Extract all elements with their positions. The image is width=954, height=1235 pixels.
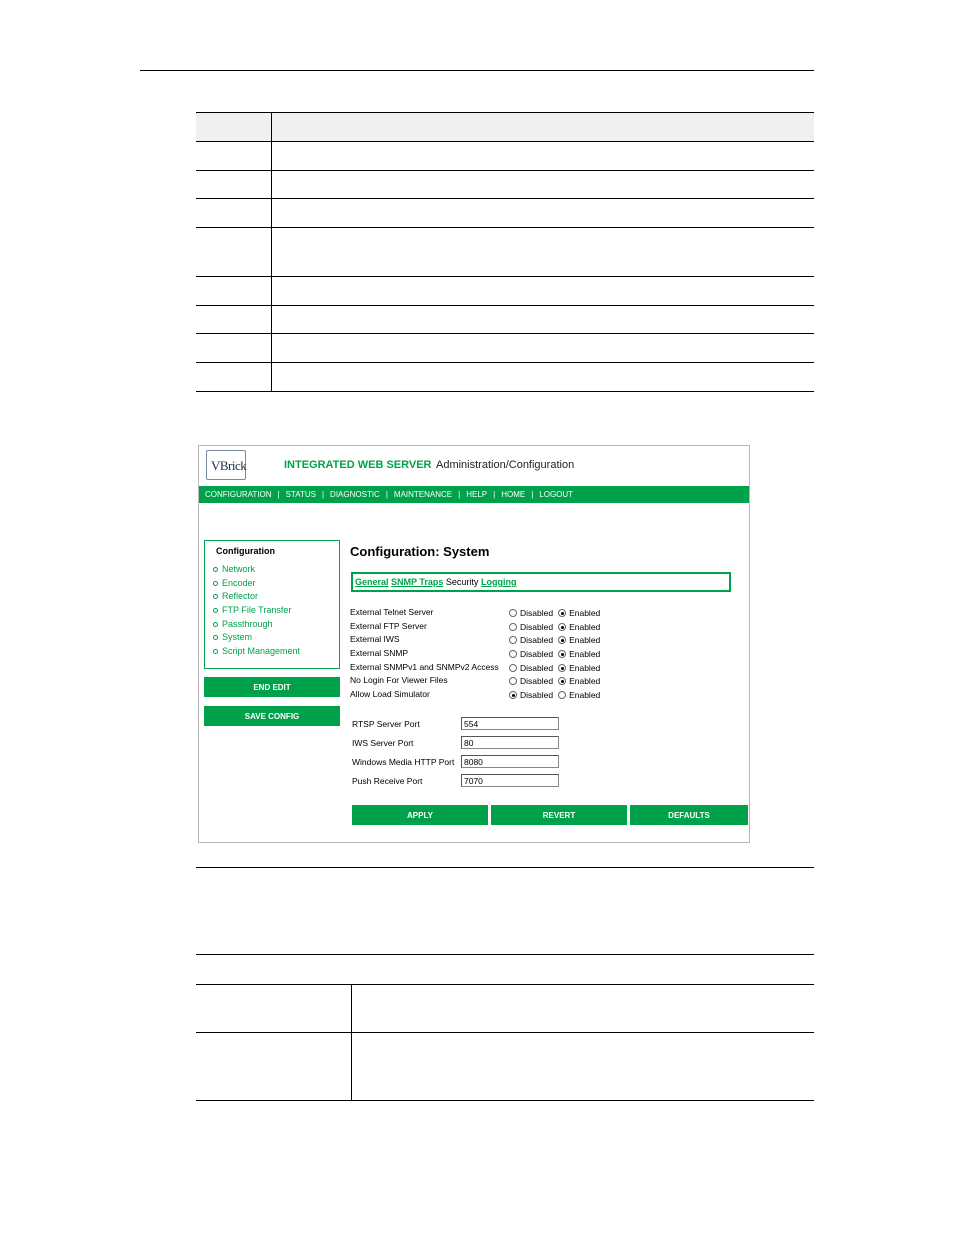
option-radio-group	[509, 690, 600, 700]
radio-enabled-label: Enabled	[569, 608, 601, 618]
option-label: External IWS	[350, 634, 400, 644]
push-receive-port-label: Push Receive Port	[352, 776, 423, 786]
rtsp-port-label: RTSP Server Port	[352, 719, 420, 729]
sidebar-item-encoder[interactable]	[213, 578, 256, 588]
rtsp-port-field[interactable]	[461, 717, 559, 730]
table-rule	[196, 984, 814, 985]
table-rule	[196, 391, 814, 392]
vbrick-logo: VBrick	[206, 450, 246, 480]
radio-enabled[interactable]	[558, 609, 566, 617]
wm-http-port-label: Windows Media HTTP Port	[352, 757, 455, 767]
option-radio-group	[509, 635, 600, 645]
option-label: External SNMPv1 and SNMPv2 Access	[350, 662, 499, 672]
sidebar-item-network[interactable]	[213, 564, 255, 574]
nav-separator: |	[385, 490, 388, 499]
radio-disabled[interactable]	[509, 677, 517, 685]
iws-port-field[interactable]	[461, 736, 559, 749]
bullet-icon	[213, 635, 218, 640]
sidebar-item-passthrough[interactable]	[213, 619, 273, 629]
bullet-icon	[213, 608, 218, 613]
tab-snmp-traps[interactable]: SNMP Traps	[391, 577, 444, 587]
nav-menu	[205, 487, 573, 502]
option-radio-group	[509, 663, 600, 673]
radio-disabled[interactable]	[509, 636, 517, 644]
sidebar-item-script-management[interactable]	[213, 646, 300, 656]
nav-separator: |	[277, 490, 280, 499]
option-radio-group	[509, 649, 600, 659]
sidebar-item-label: Encoder	[222, 578, 256, 588]
option-radio-group	[509, 622, 600, 632]
sidebar-item-label: Script Management	[222, 646, 301, 656]
nav-separator: |	[321, 490, 325, 499]
nav-separator: |	[458, 490, 461, 499]
option-label: External SNMP	[350, 648, 409, 658]
bullet-icon	[213, 567, 218, 572]
table-rule	[196, 333, 814, 334]
sidebar-item-ftp-file-transfer[interactable]	[213, 605, 291, 615]
table-rule	[196, 954, 814, 955]
bullet-icon	[213, 622, 218, 627]
option-label: No Login For Viewer Files	[350, 675, 448, 685]
radio-enabled[interactable]	[558, 677, 566, 685]
nav-maintenance[interactable]: MAINTENANCE	[393, 490, 453, 499]
page-header-rule	[140, 70, 814, 71]
radio-disabled[interactable]	[509, 650, 517, 658]
tab-general[interactable]: General	[355, 577, 389, 587]
nav-diagnostic[interactable]: DIAGNOSTIC	[330, 490, 380, 499]
nav-separator: |	[531, 490, 534, 499]
nav-help[interactable]: HELP	[466, 490, 488, 499]
radio-enabled-label: Enabled	[569, 690, 601, 700]
brand-title: INTEGRATED WEB SERVER	[284, 459, 432, 471]
table-rule	[196, 1032, 814, 1033]
option-label: Allow Load Simulator	[350, 689, 430, 699]
bullet-icon	[213, 649, 218, 654]
end-edit-button[interactable]: END EDIT	[204, 677, 340, 697]
save-config-button[interactable]: SAVE CONFIG	[204, 706, 340, 726]
radio-disabled-label: Disabled	[520, 663, 554, 673]
nav-configuration[interactable]: CONFIGURATION	[205, 490, 272, 499]
tab-security: Security	[445, 577, 479, 587]
table-column-divider	[351, 984, 352, 1100]
radio-disabled[interactable]	[509, 609, 517, 617]
wm-http-port-field[interactable]	[461, 755, 559, 768]
nav-separator: |	[493, 490, 496, 499]
table-rule	[196, 362, 814, 363]
radio-disabled-label: Disabled	[520, 676, 554, 686]
sidebar-title: Configuration	[216, 546, 275, 556]
table-rule	[196, 276, 814, 277]
top-table-header-row	[196, 113, 814, 141]
table-rule	[196, 1100, 814, 1101]
option-radio-group	[509, 676, 600, 686]
sidebar-item-label: FTP File Transfer	[222, 605, 292, 615]
sidebar-item-label: Reflector	[222, 591, 259, 601]
nav-home[interactable]: HOME	[501, 490, 526, 499]
radio-enabled[interactable]	[558, 650, 566, 658]
option-label: External FTP Server	[350, 621, 427, 631]
table-rule	[196, 305, 814, 306]
iws-port-label: IWS Server Port	[352, 738, 414, 748]
radio-enabled-label: Enabled	[569, 676, 601, 686]
radio-disabled-label: Disabled	[520, 649, 554, 659]
push-receive-port-field[interactable]	[461, 774, 559, 787]
section-rule	[196, 867, 814, 868]
page-title: Configuration: System	[350, 544, 490, 559]
tab-links	[355, 577, 516, 587]
table-rule	[196, 170, 814, 171]
radio-disabled-label: Disabled	[520, 622, 554, 632]
sidebar-item-system[interactable]	[213, 632, 252, 642]
table-rule	[196, 141, 814, 142]
radio-enabled-label: Enabled	[569, 622, 601, 632]
radio-enabled[interactable]	[558, 623, 566, 631]
radio-enabled[interactable]	[558, 664, 566, 672]
defaults-button[interactable]: DEFAULTS	[630, 805, 748, 825]
sidebar-item-reflector[interactable]	[213, 591, 258, 601]
radio-disabled-label: Disabled	[520, 635, 554, 645]
nav-status[interactable]: STATUS	[285, 490, 316, 499]
table-rule	[196, 227, 814, 228]
apply-button[interactable]: APPLY	[352, 805, 488, 825]
radio-enabled-label: Enabled	[569, 663, 601, 673]
bullet-icon	[213, 594, 218, 599]
radio-enabled[interactable]	[558, 636, 566, 644]
sidebar-item-label: Passthrough	[222, 619, 273, 629]
option-radio-group	[509, 608, 600, 618]
table-rule	[196, 112, 814, 113]
sidebar-item-label: Network	[222, 564, 256, 574]
radio-enabled[interactable]	[558, 691, 566, 699]
table-rule	[196, 198, 814, 199]
table-column-divider	[271, 112, 272, 391]
sidebar-item-label: System	[222, 632, 253, 642]
bullet-icon	[213, 581, 218, 586]
radio-disabled[interactable]	[509, 664, 517, 672]
revert-button[interactable]: REVERT	[491, 805, 627, 825]
radio-enabled-label: Enabled	[569, 649, 601, 659]
radio-disabled[interactable]	[509, 691, 517, 699]
option-label: External Telnet Server	[350, 607, 434, 617]
radio-disabled-label: Disabled	[520, 690, 554, 700]
radio-disabled[interactable]	[509, 623, 517, 631]
brand-subtitle: Administration/Configuration	[436, 459, 575, 471]
radio-enabled-label: Enabled	[569, 635, 601, 645]
tab-logging[interactable]: Logging	[480, 577, 517, 587]
nav-logout[interactable]: LOGOUT	[539, 490, 574, 499]
radio-disabled-label: Disabled	[520, 608, 554, 618]
